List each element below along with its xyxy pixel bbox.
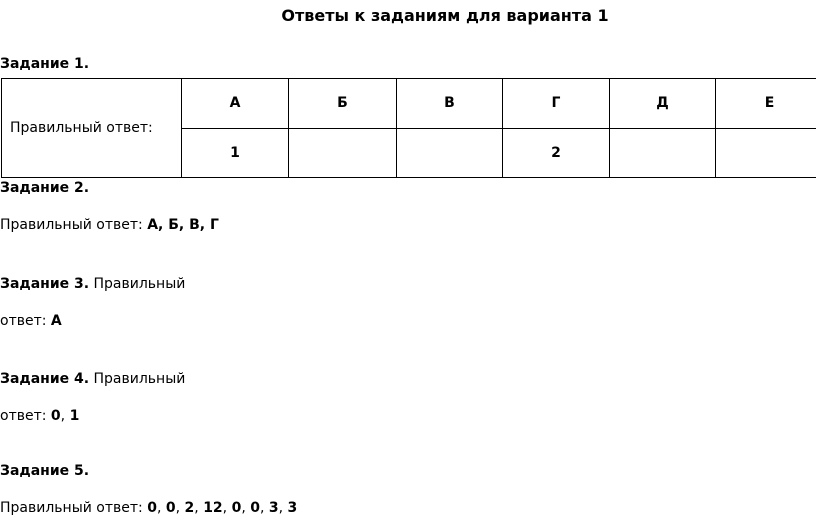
task-5-answer-5: 0 (231, 500, 242, 516)
task-5-answer-2: 0 (165, 500, 176, 516)
value-cell-e (716, 128, 816, 178)
header-cell-a: А (182, 79, 289, 129)
task-2-answer-line (0, 217, 219, 233)
task-5-answer-6: 0 (250, 500, 260, 516)
value-cell-b (289, 128, 397, 178)
task-2-label: Правильный ответ: (0, 217, 143, 233)
task-4-answer-a: 0 (50, 408, 61, 424)
header-cell-v: В (397, 79, 503, 129)
value-cell-d (610, 128, 716, 178)
task-3-answer: А (50, 313, 62, 329)
task-5-answer-4: 12 (203, 500, 223, 516)
task-5-answer-7: 3 (268, 500, 279, 516)
task-5-answer-line: Правильный ответ: 0, 0, 2, 12, 0, 0, 3, 3 (0, 500, 298, 516)
header-cell-d: Д (610, 79, 716, 129)
row-label-cell: Правильный ответ: (2, 79, 182, 178)
task-2-heading: Задание 2. (0, 180, 90, 196)
value-cell-v (397, 128, 503, 178)
task-3-line-2 (0, 313, 62, 329)
task-3-label-part2: ответ: (0, 313, 47, 329)
page-title: Ответы к заданиям для варианта 1 (281, 6, 609, 25)
task-3-label-part1: Правильный (93, 276, 186, 292)
task-5-answer-8: 3 (287, 500, 298, 516)
task-1-heading: Задание 1. (0, 56, 90, 72)
task-5-label: Правильный ответ: (0, 500, 143, 516)
header-cell-e: Е (716, 79, 816, 129)
answers-table (1, 78, 816, 178)
header-cell-g: Г (503, 79, 610, 129)
task-4-line-1 (0, 371, 185, 387)
task-4-answer-b: 1 (69, 408, 80, 424)
task-4-label-part2: ответ: (0, 408, 47, 424)
value-cell-a: 1 (182, 128, 289, 178)
task-5-answer-3: 2 (184, 500, 195, 516)
task-4-separator: , (60, 408, 66, 424)
task-2-answer: А, Б, В, Г (147, 217, 219, 233)
header-cell-b: Б (289, 79, 397, 129)
task-4-label-part1: Правильный (93, 371, 186, 387)
task-4-heading: Задание 4. (0, 371, 90, 387)
value-cell-g: 2 (503, 128, 610, 178)
task-3-line-1 (0, 276, 185, 292)
task-4-line-2 (0, 408, 79, 424)
task-3-heading: Задание 3. (0, 276, 90, 292)
task-5-heading: Задание 5. (0, 463, 90, 479)
task-5-answer-1: 0 (147, 500, 157, 516)
